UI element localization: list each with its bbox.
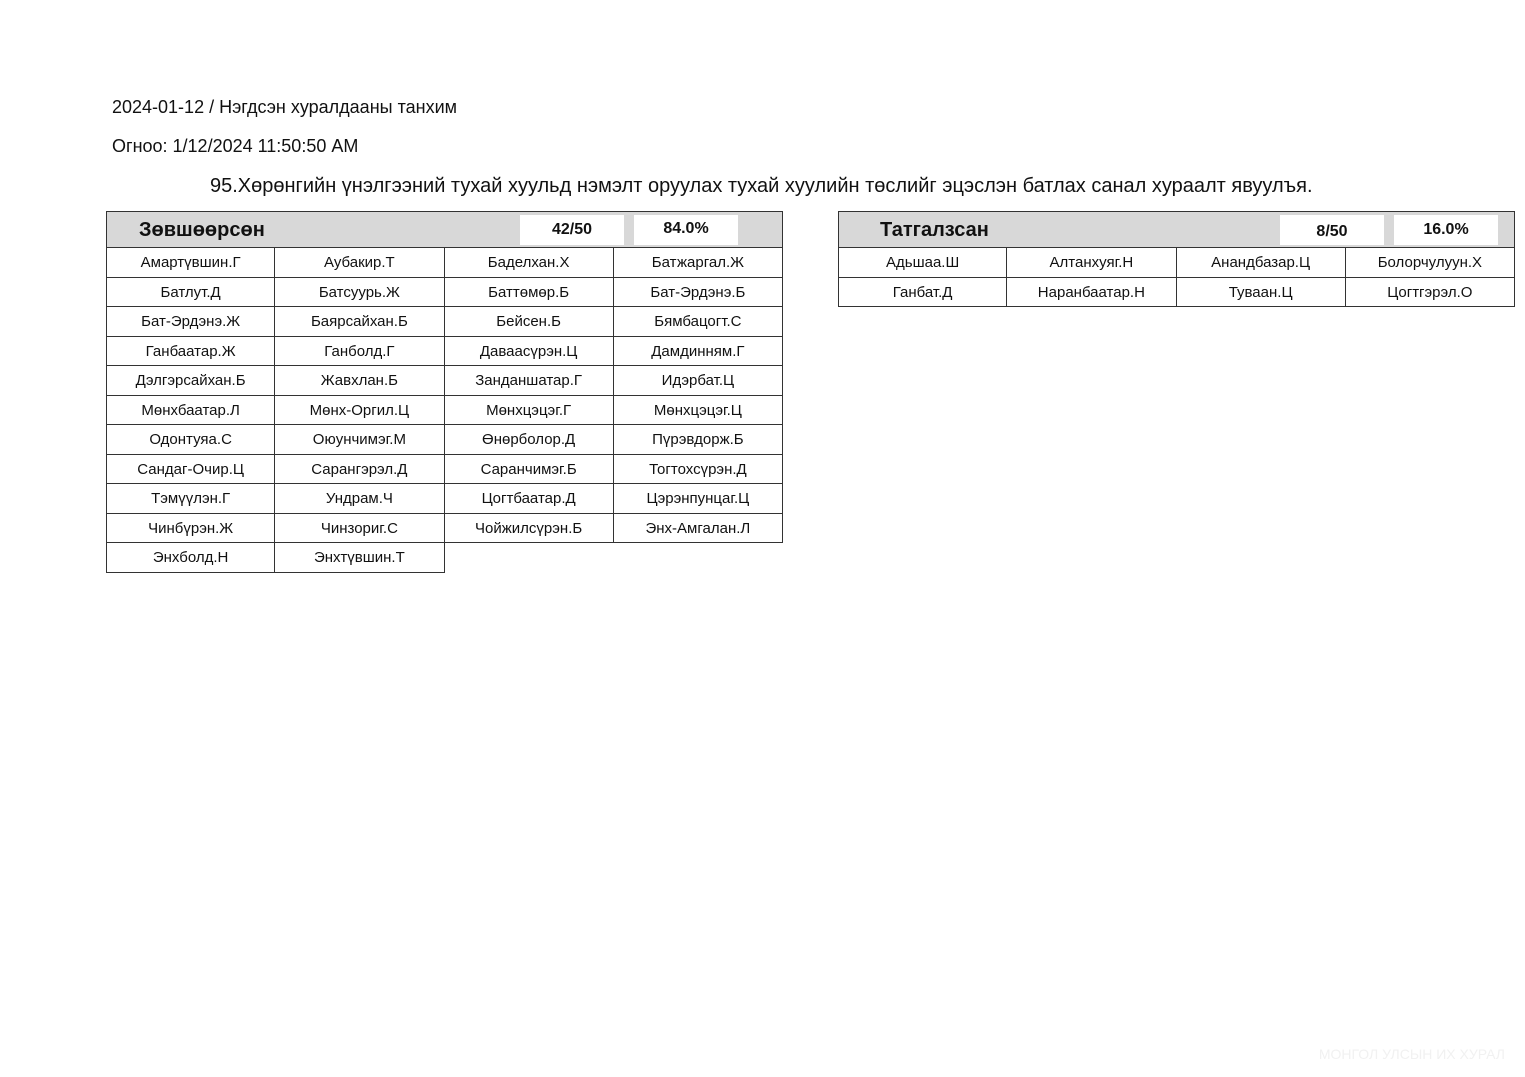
member-name-cell: Алтанхуяг.Н (1007, 248, 1176, 278)
member-name-cell: Энхтүвшин.Т (275, 543, 444, 573)
member-name-cell: Жавхлан.Б (275, 366, 444, 396)
member-name-cell: Мөнхцэцэг.Г (445, 396, 614, 426)
member-name-cell: Ундрам.Ч (275, 484, 444, 514)
member-name-cell: Мөнхцэцэг.Ц (614, 396, 783, 426)
member-name-cell: Тэмүүлэн.Г (106, 484, 275, 514)
member-name-cell: Цэрэнпунцаг.Ц (614, 484, 783, 514)
rejected-count: 8/50 (1280, 215, 1384, 245)
approved-names-table (106, 248, 783, 573)
session-title: 2024-01-12 / Нэгдсэн хуралдааны танхим (112, 97, 457, 117)
member-name-cell: Саранчимэг.Б (445, 455, 614, 485)
rejected-names-table (838, 248, 1515, 307)
rejected-title: Татгалзсан (880, 219, 989, 241)
member-name-cell: Ганболд.Г (275, 337, 444, 367)
member-name-cell: Дамдинням.Г (614, 337, 783, 367)
member-name-cell: Сарангэрэл.Д (275, 455, 444, 485)
member-name-cell: Наранбаатар.Н (1007, 278, 1176, 308)
member-name-cell: Чойжилсүрэн.Б (445, 514, 614, 544)
member-name-cell: Чинзориг.С (275, 514, 444, 544)
vote-question: 95.Хөрөнгийн үнэлгээний тухай хуульд нэмэлт оруулах тухай хуулийн төслийг эцэслэн батлах санал хураалт явуулъя. (210, 175, 1313, 197)
member-name-cell: Дэлгэрсайхан.Б (106, 366, 275, 396)
member-name-cell: Даваасүрэн.Ц (445, 337, 614, 367)
member-name-cell: Аубакир.Т (275, 248, 444, 278)
member-name-cell: Идэрбат.Ц (614, 366, 783, 396)
member-name-cell: Энх-Амгалан.Л (614, 514, 783, 544)
member-name-cell: Анандбазар.Ц (1177, 248, 1346, 278)
approved-count: 42/50 (520, 215, 624, 245)
member-name-cell: Баделхан.Х (445, 248, 614, 278)
vote-date: Огноо: 1/12/2024 11:50:50 AM (112, 136, 359, 156)
approved-percent: 84.0% (634, 215, 738, 245)
approved-panel (106, 211, 783, 573)
member-name-cell: Батжаргал.Ж (614, 248, 783, 278)
member-name-cell: Чинбүрэн.Ж (106, 514, 275, 544)
member-name-cell: Ганбаатар.Ж (106, 337, 275, 367)
member-name-cell: Туваан.Ц (1177, 278, 1346, 308)
rejected-percent: 16.0% (1394, 215, 1498, 245)
member-name-cell: Бейсен.Б (445, 307, 614, 337)
member-name-cell: Амартүвшин.Г (106, 248, 275, 278)
approved-title: Зөвшөөрсөн (139, 219, 265, 241)
watermark: МОНГОЛ УЛСЫН ИХ ХУРАЛ (1318, 1046, 1505, 1062)
member-name-cell: Оюунчимэг.М (275, 425, 444, 455)
member-name-cell: Занданшатар.Г (445, 366, 614, 396)
member-name-cell: Бат-Эрдэнэ.Б (614, 278, 783, 308)
member-name-cell: Батлут.Д (106, 278, 275, 308)
member-name-cell: Одонтуяа.С (106, 425, 275, 455)
rejected-panel (838, 211, 1515, 307)
member-name-cell: Мөнх-Оргил.Ц (275, 396, 444, 426)
member-name-cell: Тогтохсүрэн.Д (614, 455, 783, 485)
member-name-cell: Ганбат.Д (838, 278, 1007, 308)
approved-header (106, 211, 783, 248)
member-name-cell: Баттөмөр.Б (445, 278, 614, 308)
rejected-header (838, 211, 1515, 248)
member-name-cell: Өнөрболор.Д (445, 425, 614, 455)
member-name-cell: Баярсайхан.Б (275, 307, 444, 337)
member-name-cell: Болорчулуун.Х (1346, 248, 1515, 278)
member-name-cell: Цогтгэрэл.О (1346, 278, 1515, 308)
member-name-cell: Цогтбаатар.Д (445, 484, 614, 514)
member-name-cell: Батсуурь.Ж (275, 278, 444, 308)
member-name-cell: Пүрэвдорж.Б (614, 425, 783, 455)
member-name-cell: Бат-Эрдэнэ.Ж (106, 307, 275, 337)
member-name-cell: Мөнхбаатар.Л (106, 396, 275, 426)
member-name-cell: Сандаг-Очир.Ц (106, 455, 275, 485)
member-name-cell: Энхболд.Н (106, 543, 275, 573)
member-name-cell: Бямбацогт.С (614, 307, 783, 337)
member-name-cell: Адьшаа.Ш (838, 248, 1007, 278)
